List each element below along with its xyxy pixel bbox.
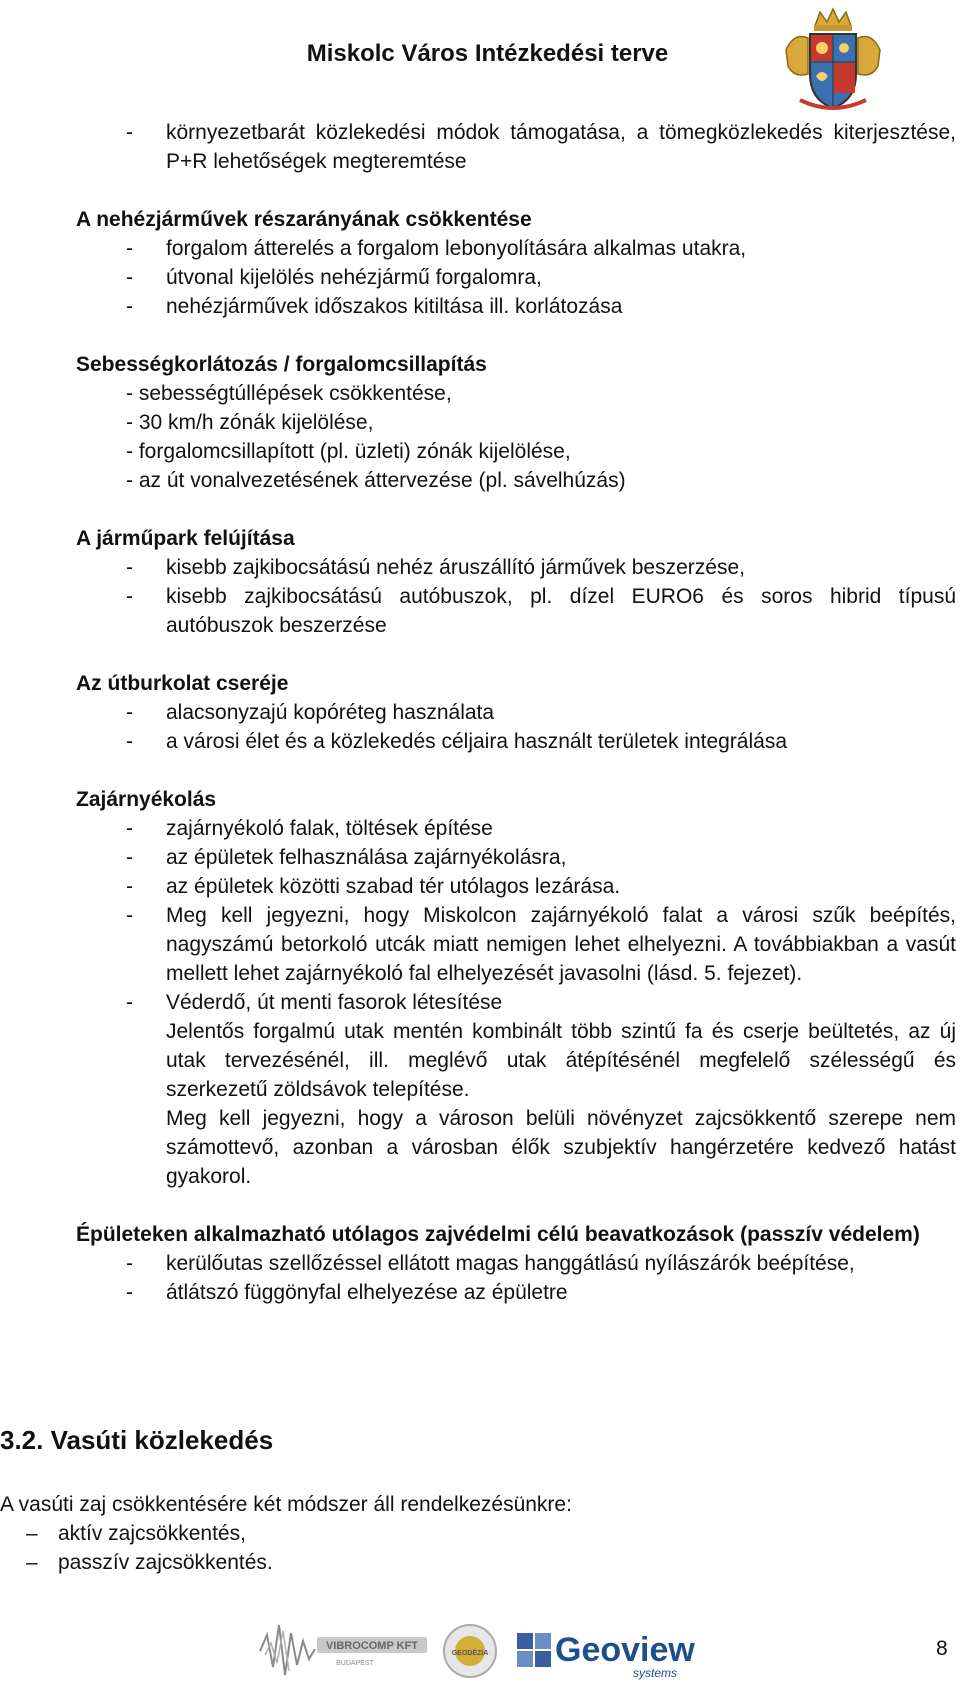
bullet: -	[126, 121, 133, 144]
list-item	[76, 553, 956, 582]
list-item	[76, 814, 956, 843]
list-item-text: kisebb zajkibocsátású autóbuszok, pl. dízel EURO6 és soros hibrid típusú autóbuszok beszerzése	[166, 585, 956, 637]
document-body	[76, 118, 956, 1307]
chapter-intro	[0, 1490, 900, 1577]
list-item-text: az épületek felhasználása zajárnyékolásra,	[166, 846, 567, 869]
list-item-text: aktív zajcsökkentés,	[58, 1522, 246, 1545]
page-number: 8	[936, 1637, 948, 1660]
geodezia-logo	[444, 1625, 496, 1677]
section-passive-protection	[76, 1220, 956, 1307]
bullet: -	[126, 1252, 133, 1275]
list-item-text: nehézjárművek időszakos kitiltása ill. korlátozása	[166, 295, 623, 318]
list-item	[76, 1278, 956, 1307]
list-item-text: forgalom átterelés a forgalom lebonyolítására alkalmas utakra,	[166, 237, 747, 260]
list-item	[76, 901, 956, 988]
section-public-transport	[76, 118, 956, 176]
list-item	[76, 292, 956, 321]
vibrocomp-text: VIBROCOMP KFT	[325, 1640, 419, 1652]
section-road-surface	[76, 669, 956, 756]
list-item: - sebességtúllépések csökkentése,	[126, 382, 452, 405]
geoview-logo	[517, 1631, 695, 1680]
list-item	[76, 263, 956, 292]
section-heading: Zajárnyékolás	[76, 788, 217, 811]
list-item-text: passzív zajcsökkentés.	[58, 1551, 273, 1574]
city-coat-of-arms	[780, 4, 886, 114]
section-heading: Épületeken alkalmazható utólagos zajvédelmi célú beavatkozások (passzív védelem)	[76, 1223, 920, 1246]
list-item	[76, 727, 956, 756]
list-item-text: átlátszó függönyfal elhelyezése az épületre	[166, 1281, 568, 1304]
bullet: -	[126, 904, 133, 927]
paragraph: Jelentős forgalmú utak mentén kombinált több szintű fa és cserje beültetés, az új utak tervezésénél, ill. meglévő utak átépítésénél megfelelő szélességű és szerkezetű zöldsávok telepítése.	[166, 1020, 956, 1101]
chapter-heading: 3.2. Vasúti közlekedés	[0, 1425, 274, 1455]
list-item-text: környezetbarát közlekedési módok támogatása, a tömegközlekedés kiterjesztése, P+R lehetőségek megteremtése	[166, 121, 956, 173]
list-item-text: alacsonyzajú kopóréteg használata	[166, 701, 495, 724]
section-heading: A járműpark felújítása	[76, 527, 295, 550]
section-heading: Az útburkolat cseréje	[76, 672, 289, 695]
paragraph: Meg kell jegyezni, hogy a városon belüli növényzet zajcsökkentő szerepe nem számottevő, azonban a városban élők szubjektív hangérzetére kedvező hatást gyakorol.	[166, 1107, 956, 1188]
section-speed-limits	[76, 350, 956, 495]
list-item	[76, 698, 956, 727]
list-item	[76, 582, 956, 640]
list-item-text: zajárnyékoló falak, töltések építése	[166, 817, 493, 840]
list-item-text: útvonal kijelölés nehézjármű forgalomra,	[166, 266, 542, 289]
bullet: -	[126, 817, 133, 840]
list-item	[0, 1519, 900, 1548]
bullet: -	[126, 1281, 133, 1304]
bullet: -	[126, 846, 133, 869]
list-item-text: Meg kell jegyezni, hogy Miskolcon zajárnyékoló falat a városi szűk beépítés, nagyszámú betorkoló utcák miatt nemigen lehet elhelyezni. A továbbiakban a vasút mellett lehet zajárnyékoló fal elhelyezését javasolni (lásd. 5. fejezet).	[166, 904, 956, 985]
bullet: -	[126, 266, 133, 289]
section-heavy-vehicles	[76, 205, 956, 321]
bullet: -	[126, 730, 133, 753]
geoview-text: Geoview	[555, 1631, 695, 1669]
list-item: - az út vonalvezetésének áttervezése (pl. sávelhúzás)	[126, 469, 626, 492]
section-fleet-renewal	[76, 524, 956, 640]
geodezia-text: GEODÉZIA	[451, 1650, 489, 1657]
section-heading: Sebességkorlátozás / forgalomcsillapítás	[76, 353, 487, 376]
bullet: –	[26, 1551, 38, 1574]
list-item	[76, 872, 956, 901]
bullet: -	[126, 556, 133, 579]
list-item	[76, 118, 956, 176]
vibrocomp-sub: BUDAPEST	[336, 1660, 374, 1667]
footer-logos	[255, 1615, 735, 1687]
bullet: -	[126, 295, 133, 318]
bullet: -	[126, 701, 133, 724]
list-item-text: kisebb zajkibocsátású nehéz áruszállító járművek beszerzése,	[166, 556, 745, 579]
list-item	[76, 1249, 956, 1278]
bullet: -	[126, 991, 133, 1014]
page-header-title: Miskolc Város Intézkedési terve	[306, 40, 669, 67]
list-item-text: kerülőutas szellőzéssel ellátott magas hanggátlású nyílászárók beépítése,	[166, 1252, 855, 1275]
list-item: - 30 km/h zónák kijelölése,	[126, 411, 374, 434]
bullet: -	[126, 237, 133, 260]
list-item	[76, 234, 956, 263]
section-noise-shielding	[76, 785, 956, 1191]
list-item	[0, 1548, 900, 1577]
vibrocomp-logo	[260, 1625, 427, 1675]
list-item-text: az épületek közötti szabad tér utólagos lezárása.	[166, 875, 621, 898]
list-item	[76, 843, 956, 872]
list-item	[76, 988, 956, 1017]
section-heading: A nehézjárművek részarányának csökkentése	[76, 208, 532, 231]
geoview-sub: systems	[633, 1666, 678, 1680]
intro-text: A vasúti zaj csökkentésére két módszer áll rendelkezésünkre:	[0, 1493, 572, 1516]
list-item-text: Véderdő, út menti fasorok létesítése	[166, 991, 503, 1014]
bullet: -	[126, 875, 133, 898]
bullet: –	[26, 1522, 38, 1545]
list-item: - forgalomcsillapított (pl. üzleti) zónák kijelölése,	[126, 440, 571, 463]
bullet: -	[126, 585, 133, 608]
list-item-text: a városi élet és a közlekedés céljaira használt területek integrálása	[166, 730, 788, 753]
